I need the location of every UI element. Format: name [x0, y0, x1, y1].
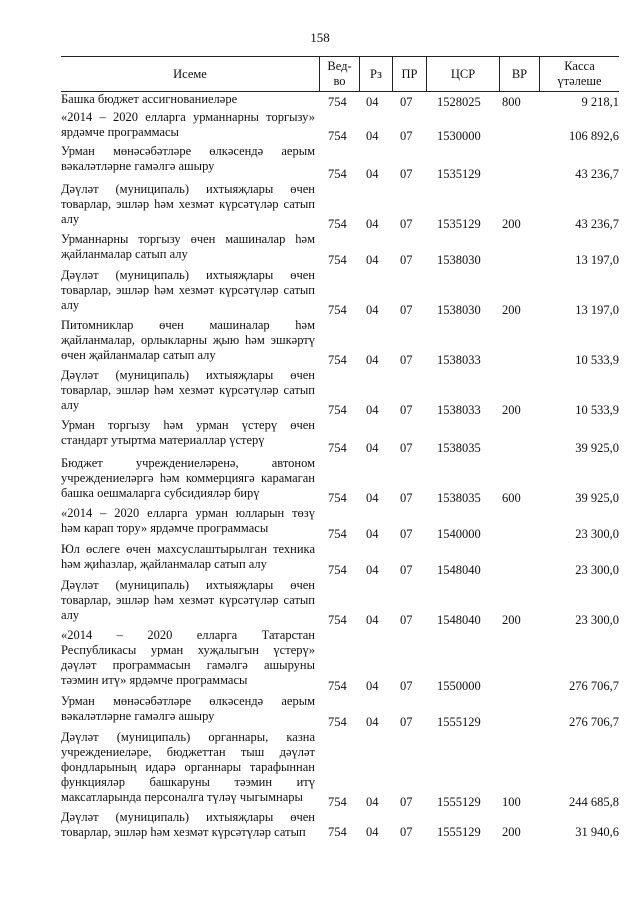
cell-vr: 200 [502, 217, 521, 231]
cell-vr: 200 [502, 303, 521, 317]
row-description-line: Дәүләт (муниципаль) ихтыяҗлары өчен [61, 578, 315, 592]
row-description-line: Питомниклар өчен машиналар һәм [61, 318, 315, 332]
cell-ved: 754 [328, 129, 347, 143]
cell-csr: 1538030 [437, 253, 481, 267]
cell-sum: 23 300,0 [575, 563, 619, 577]
cell-ved: 754 [328, 253, 347, 267]
cell-csr: 1535129 [437, 217, 481, 231]
row-description-line: Урман торгызу һәм урман үстерү өчен [61, 418, 315, 432]
cell-ved: 754 [328, 441, 347, 455]
cell-pr: 07 [400, 491, 413, 505]
header-ved: Вед- во [319, 57, 359, 91]
row-description-line: җайланмалар, орлыкларны җыю һәм эшкәртү [61, 333, 315, 347]
cell-ved: 754 [328, 167, 347, 181]
row-description [61, 268, 315, 313]
cell-ved: 754 [328, 613, 347, 627]
cell-pr: 07 [400, 715, 413, 729]
cell-csr: 1540000 [437, 527, 481, 541]
cell-pr: 07 [400, 795, 413, 809]
row-description-line: товарлар, эшләр һәм хезмәт күрсәтүләр сатып [61, 593, 315, 607]
header-vr: ВР [499, 57, 539, 91]
row-description-line: алу [61, 212, 80, 226]
cell-pr: 07 [400, 563, 413, 577]
cell-ved: 754 [328, 563, 347, 577]
cell-sum: 43 236,7 [575, 167, 619, 181]
header-name [61, 57, 319, 91]
row-description-line: ярдәмче программасы [61, 125, 179, 139]
cell-rz: 04 [366, 129, 379, 143]
cell-rz: 04 [366, 353, 379, 367]
cell-ved: 754 [328, 217, 347, 231]
row-description [61, 182, 315, 227]
row-description-line: учреждениеләре, бюджеттан тыш дәүләт [61, 745, 315, 759]
row-description-line: башка оешмаларга субсидияләр бирү [61, 486, 260, 500]
cell-rz: 04 [366, 441, 379, 455]
cell-csr: 1555129 [437, 715, 481, 729]
row-description-line: һәм җиһазлар, җайланмалар сатып алу [61, 557, 267, 571]
row-description [61, 368, 315, 413]
row-description-line: максатларында персоналга түләү чыгымнары [61, 790, 303, 804]
row-description-line: Бюджет учреждениеләренә, автоном [61, 456, 315, 470]
table-row [61, 182, 619, 232]
row-description [61, 144, 315, 174]
row-description-line: өчен җайланмалар сатып алу [61, 348, 216, 362]
row-description-line: товарлар, эшләр һәм хезмәт күрсәтүләр сатып [61, 197, 315, 211]
table-row [61, 418, 619, 456]
cell-csr: 1528025 [437, 95, 481, 109]
row-description-line: һәм карап тору» ярдәмче программасы [61, 521, 269, 535]
cell-rz: 04 [366, 491, 379, 505]
row-description [61, 456, 315, 501]
cell-pr: 07 [400, 527, 413, 541]
row-description [61, 318, 315, 363]
row-description-line: Урман мөнәсәбәтләре өлкәсендә аерым [61, 694, 315, 708]
row-description-line: Башка бюджет ассигнованиеләре [61, 92, 238, 106]
row-description-line: Дәүләт (муниципаль) ихтыяҗлары өчен [61, 268, 315, 282]
cell-vr: 200 [502, 613, 521, 627]
cell-pr: 07 [400, 253, 413, 267]
cell-sum: 9 218,1 [581, 95, 619, 109]
cell-pr: 07 [400, 303, 413, 317]
cell-pr: 07 [400, 441, 413, 455]
cell-rz: 04 [366, 527, 379, 541]
cell-vr: 600 [502, 491, 521, 505]
cell-pr: 07 [400, 825, 413, 839]
cell-csr: 1538033 [437, 353, 481, 367]
cell-sum: 13 197,0 [575, 253, 619, 267]
cell-csr: 1538033 [437, 403, 481, 417]
cell-csr: 1538035 [437, 441, 481, 455]
cell-sum: 39 925,0 [575, 441, 619, 455]
table-row [61, 506, 619, 542]
row-description [61, 542, 315, 572]
cell-ved: 754 [328, 491, 347, 505]
cell-rz: 04 [366, 95, 379, 109]
table-body [61, 92, 619, 840]
row-description-line: Дәүләт (муниципаль) ихтыяҗлары өчен [61, 368, 315, 382]
cell-csr: 1530000 [437, 129, 481, 143]
cell-vr: 200 [502, 403, 521, 417]
row-description [61, 578, 315, 623]
budget-table [61, 56, 619, 840]
cell-ved: 754 [328, 303, 347, 317]
cell-vr: 100 [502, 795, 521, 809]
cell-csr: 1548040 [437, 563, 481, 577]
cell-rz: 04 [366, 403, 379, 417]
table-row [61, 368, 619, 418]
page-number: 158 [310, 30, 330, 45]
cell-sum: 23 300,0 [575, 613, 619, 627]
cell-rz: 04 [366, 825, 379, 839]
row-description-line: алу [61, 608, 80, 622]
cell-csr: 1548040 [437, 613, 481, 627]
row-description-line: дәүләт программасын гамәлгә ашыруны [61, 658, 315, 672]
row-description-line: «2014 – 2020 елларга Татарстан [61, 628, 315, 642]
row-description-line: Дәүләт (муниципаль) ихтыяҗлары өчен [61, 182, 315, 196]
row-description-line: Дәүләт (муниципаль) ихтыяҗлары өчен [61, 810, 315, 824]
cell-sum: 244 685,8 [569, 795, 619, 809]
cell-rz: 04 [366, 563, 379, 577]
table-row [61, 318, 619, 368]
cell-csr: 1538030 [437, 303, 481, 317]
header-sum: Касса үтәлеше [539, 57, 619, 91]
cell-rz: 04 [366, 795, 379, 809]
header-pr: ПР [392, 57, 426, 91]
cell-sum: 13 197,0 [575, 303, 619, 317]
row-description [61, 232, 315, 262]
row-description-line: тәэмин итү» ярдәмче программасы [61, 673, 248, 687]
table-row [61, 92, 619, 110]
table-row [61, 578, 619, 628]
cell-sum: 276 706,7 [569, 715, 619, 729]
row-description [61, 628, 315, 688]
table-row [61, 730, 619, 810]
cell-rz: 04 [366, 613, 379, 627]
row-description [61, 730, 315, 805]
table-row [61, 542, 619, 578]
cell-rz: 04 [366, 303, 379, 317]
row-description-line: товарлар, эшләр һәм хезмәт күрсәтүләр сатып [61, 825, 306, 839]
cell-csr: 1538035 [437, 491, 481, 505]
row-description [61, 110, 315, 140]
cell-sum: 31 940,6 [575, 825, 619, 839]
row-description [61, 506, 315, 536]
row-description [61, 418, 315, 448]
row-description-line: «2014 – 2020 елларга урман юлларын төзү [61, 506, 315, 520]
cell-ved: 754 [328, 795, 347, 809]
row-description-line: фондларының идарә органнары тарафыннан [61, 760, 315, 774]
row-description-line: Юл өслеге өчен махсуслаштырылган техника [61, 542, 315, 556]
cell-ved: 754 [328, 715, 347, 729]
row-description-line: алу [61, 298, 80, 312]
cell-pr: 07 [400, 403, 413, 417]
cell-rz: 04 [366, 217, 379, 231]
row-description [61, 810, 315, 840]
cell-sum: 23 300,0 [575, 527, 619, 541]
cell-ved: 754 [328, 353, 347, 367]
table-row [61, 628, 619, 694]
cell-csr: 1555129 [437, 795, 481, 809]
cell-sum: 10 533,9 [575, 403, 619, 417]
cell-ved: 754 [328, 527, 347, 541]
table-row [61, 810, 619, 840]
cell-csr: 1550000 [437, 679, 481, 693]
row-description [61, 92, 315, 107]
header-name-label: Исеме [173, 66, 207, 81]
row-description-line: «2014 – 2020 елларга урманнарны торгызу» [61, 110, 315, 124]
cell-sum: 106 892,6 [569, 129, 619, 143]
table-row [61, 694, 619, 730]
cell-pr: 07 [400, 613, 413, 627]
header-csr: ЦСР [426, 57, 499, 91]
row-description-line: алу [61, 398, 80, 412]
row-description-line: товарлар, эшләр һәм хезмәт күрсәтүләр сатып [61, 283, 315, 297]
row-description-line: Урман мөнәсәбәтләре өлкәсендә аерым [61, 144, 315, 158]
cell-sum: 43 236,7 [575, 217, 619, 231]
row-description [61, 694, 315, 724]
cell-pr: 07 [400, 679, 413, 693]
cell-csr: 1555129 [437, 825, 481, 839]
cell-rz: 04 [366, 167, 379, 181]
row-description-line: җайланмалар сатып алу [61, 247, 188, 261]
row-description-line: товарлар, эшләр һәм хезмәт күрсәтүләр сатып [61, 383, 315, 397]
cell-pr: 07 [400, 95, 413, 109]
table-row [61, 456, 619, 506]
cell-pr: 07 [400, 217, 413, 231]
row-description-line: вәкаләтләрне гамәлгә ашыру [61, 159, 215, 173]
cell-ved: 754 [328, 95, 347, 109]
row-description-line: вәкаләтләрне гамәлгә ашыру [61, 709, 215, 723]
table-row [61, 268, 619, 318]
row-description-line: учреждениеләргә һәм коммерциягә карамаган [61, 471, 315, 485]
cell-csr: 1535129 [437, 167, 481, 181]
row-description-line: стандарт утыртма материаллар үстерү [61, 433, 265, 447]
table-row [61, 144, 619, 182]
cell-sum: 10 533,9 [575, 353, 619, 367]
cell-rz: 04 [366, 715, 379, 729]
cell-ved: 754 [328, 825, 347, 839]
cell-pr: 07 [400, 167, 413, 181]
table-row [61, 110, 619, 144]
row-description-line: Республикасы урман хуҗалыгын үстерү» [61, 643, 315, 657]
row-description-line: функцияләр башкаруны тәэмин итү [61, 775, 315, 789]
cell-sum: 39 925,0 [575, 491, 619, 505]
cell-rz: 04 [366, 253, 379, 267]
header-rz: Рз [359, 57, 392, 91]
table-header [61, 56, 619, 92]
row-description-line: Урманнарны торгызу өчен машиналар һәм [61, 232, 315, 246]
cell-sum: 276 706,7 [569, 679, 619, 693]
cell-vr: 800 [502, 95, 521, 109]
table-row [61, 232, 619, 268]
cell-pr: 07 [400, 129, 413, 143]
cell-vr: 200 [502, 825, 521, 839]
row-description-line: Дәүләт (муниципаль) органнары, казна [61, 730, 315, 744]
cell-pr: 07 [400, 353, 413, 367]
cell-rz: 04 [366, 679, 379, 693]
cell-ved: 754 [328, 403, 347, 417]
cell-ved: 754 [328, 679, 347, 693]
